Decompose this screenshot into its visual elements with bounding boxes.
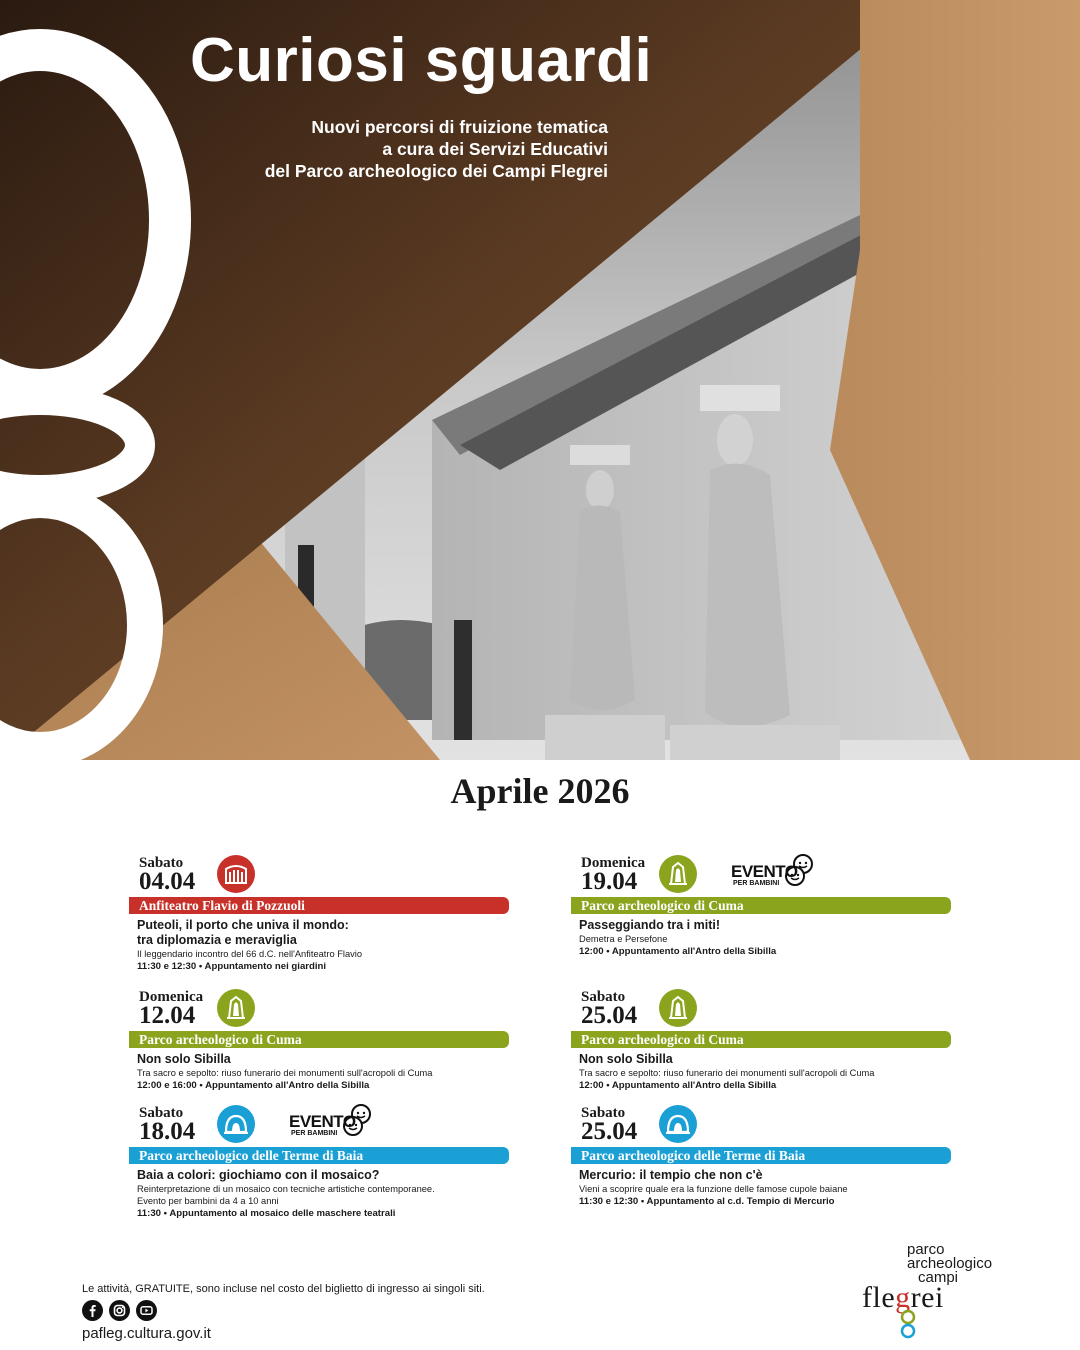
event-day: Sabato bbox=[139, 1105, 184, 1121]
subtitle-line: Nuovi percorsi di fruizione tematica bbox=[311, 117, 608, 137]
event-details bbox=[137, 918, 511, 974]
kids-badge-subtitle: PER BAMBINI bbox=[291, 1130, 338, 1137]
event-card bbox=[579, 855, 953, 983]
event-venue: Parco archeologico delle Terme di Baia bbox=[571, 1147, 951, 1164]
event-venue: Parco archeologico di Cuma bbox=[571, 897, 951, 914]
youtube-icon[interactable] bbox=[136, 1300, 157, 1321]
logo-wordmark-part: rei bbox=[910, 1281, 944, 1314]
kids-event-badge bbox=[289, 1103, 379, 1141]
event-time: 11:30 • Appuntamento al mosaico delle maschere teatrali bbox=[137, 1208, 396, 1219]
event-card bbox=[137, 989, 511, 1117]
facebook-icon[interactable] bbox=[82, 1300, 103, 1321]
event-title-line: tra diplomazia e meraviglia bbox=[137, 933, 297, 947]
logo-wordmark-part: fle bbox=[862, 1281, 896, 1314]
event-date: 25.04 bbox=[581, 1118, 638, 1145]
event-details bbox=[137, 1168, 511, 1221]
event-time: 11:30 e 12:30 • Appuntamento nei giardini bbox=[137, 961, 327, 972]
logo-text-line: campi bbox=[918, 1269, 959, 1286]
event-time: 12:00 e 16:00 • Appuntamento all'Antro della Sibilla bbox=[137, 1080, 370, 1091]
website-link[interactable]: pafleg.cultura.gov.it bbox=[82, 1325, 211, 1342]
event-date: 25.04 bbox=[581, 1002, 638, 1029]
event-venue: Anfiteatro Flavio di Pozzuoli bbox=[129, 897, 509, 914]
instagram-icon[interactable] bbox=[109, 1300, 130, 1321]
subtitle-line: del Parco archeologico dei Campi Flegrei bbox=[264, 161, 608, 181]
event-title-line: Non solo Sibilla bbox=[137, 1052, 231, 1066]
social-links bbox=[82, 1300, 157, 1321]
event-date: 12.04 bbox=[139, 1002, 196, 1029]
event-day: Sabato bbox=[139, 855, 184, 871]
dome-icon bbox=[217, 1105, 255, 1143]
event-time: 12:00 • Appuntamento all'Antro della Sibilla bbox=[579, 946, 777, 957]
event-description: Vieni a scoprire quale era la funzione delle famose cupole baiane bbox=[579, 1184, 848, 1194]
event-day: Sabato bbox=[581, 989, 626, 1005]
event-date: 19.04 bbox=[581, 868, 638, 895]
event-title-line: Passeggiando tra i miti! bbox=[579, 918, 721, 932]
event-time: 12:00 • Appuntamento all'Antro della Sibilla bbox=[579, 1080, 777, 1091]
page-subtitle bbox=[265, 116, 608, 182]
event-day: Domenica bbox=[581, 855, 646, 871]
page-title: Curiosi sguardi bbox=[190, 26, 653, 95]
event-description: Tra sacro e sepolto: riuso funerario dei monumenti sull'acropoli di Cuma bbox=[137, 1068, 433, 1078]
free-activities-note: Le attività, GRATUITE, sono incluse nel costo del biglietto di ingresso ai singoli siti. bbox=[82, 1283, 485, 1295]
event-details bbox=[579, 918, 953, 959]
kids-badge-subtitle: PER BAMBINI bbox=[733, 880, 780, 887]
kids-badge-title: EVENTO bbox=[731, 862, 798, 881]
logo-wordmark-g: g bbox=[895, 1281, 911, 1314]
event-details bbox=[579, 1168, 953, 1209]
sibyl-cave-icon bbox=[217, 989, 255, 1027]
event-title-line: Baia a colori: giochiamo con il mosaico? bbox=[137, 1168, 380, 1182]
event-venue: Parco archeologico delle Terme di Baia bbox=[129, 1147, 509, 1164]
event-description: Il leggendario incontro del 66 d.C. nell'Anfiteatro Flavio bbox=[137, 949, 363, 959]
sibyl-cave-icon bbox=[659, 855, 697, 893]
event-title-line: Mercurio: il tempio che non c'è bbox=[579, 1168, 763, 1182]
event-day: Domenica bbox=[139, 989, 204, 1005]
subtitle-line: a cura dei Servizi Educativi bbox=[382, 139, 608, 159]
event-card bbox=[579, 989, 953, 1117]
event-details bbox=[579, 1052, 953, 1093]
event-description: Reinterpretazione di un mosaico con tecniche artistiche contemporanee. bbox=[137, 1184, 435, 1194]
event-description: Tra sacro e sepolto: riuso funerario dei monumenti sull'acropoli di Cuma bbox=[579, 1068, 875, 1078]
event-card bbox=[579, 1105, 953, 1233]
park-logo bbox=[862, 1243, 1012, 1343]
logo-text-line: archeologico bbox=[907, 1255, 993, 1272]
dome-icon bbox=[659, 1105, 697, 1143]
event-title-line: Non solo Sibilla bbox=[579, 1052, 673, 1066]
kids-badge-title: EVENTO bbox=[289, 1112, 356, 1131]
event-description: Demetra e Persefone bbox=[579, 934, 668, 944]
amphitheater-icon bbox=[217, 855, 255, 893]
event-date: 18.04 bbox=[139, 1118, 196, 1145]
event-card bbox=[137, 855, 511, 983]
event-description: Evento per bambini da 4 a 10 anni bbox=[137, 1196, 279, 1206]
event-date: 04.04 bbox=[139, 868, 196, 895]
event-details bbox=[137, 1052, 511, 1093]
event-day: Sabato bbox=[581, 1105, 626, 1121]
kids-event-badge bbox=[731, 853, 821, 891]
event-venue: Parco archeologico di Cuma bbox=[129, 1031, 509, 1048]
event-venue: Parco archeologico di Cuma bbox=[571, 1031, 951, 1048]
logo-text-line: parco bbox=[907, 1241, 945, 1258]
event-time: 11:30 e 12:30 • Appuntamento al c.d. Tempio di Mercurio bbox=[579, 1196, 835, 1207]
sibyl-cave-icon bbox=[659, 989, 697, 1027]
logo-g-mark bbox=[900, 1309, 916, 1339]
month-heading: Aprile 2026 bbox=[450, 771, 630, 811]
event-title-line: Puteoli, il porto che univa il mondo: bbox=[137, 918, 349, 932]
event-card bbox=[137, 1105, 511, 1233]
